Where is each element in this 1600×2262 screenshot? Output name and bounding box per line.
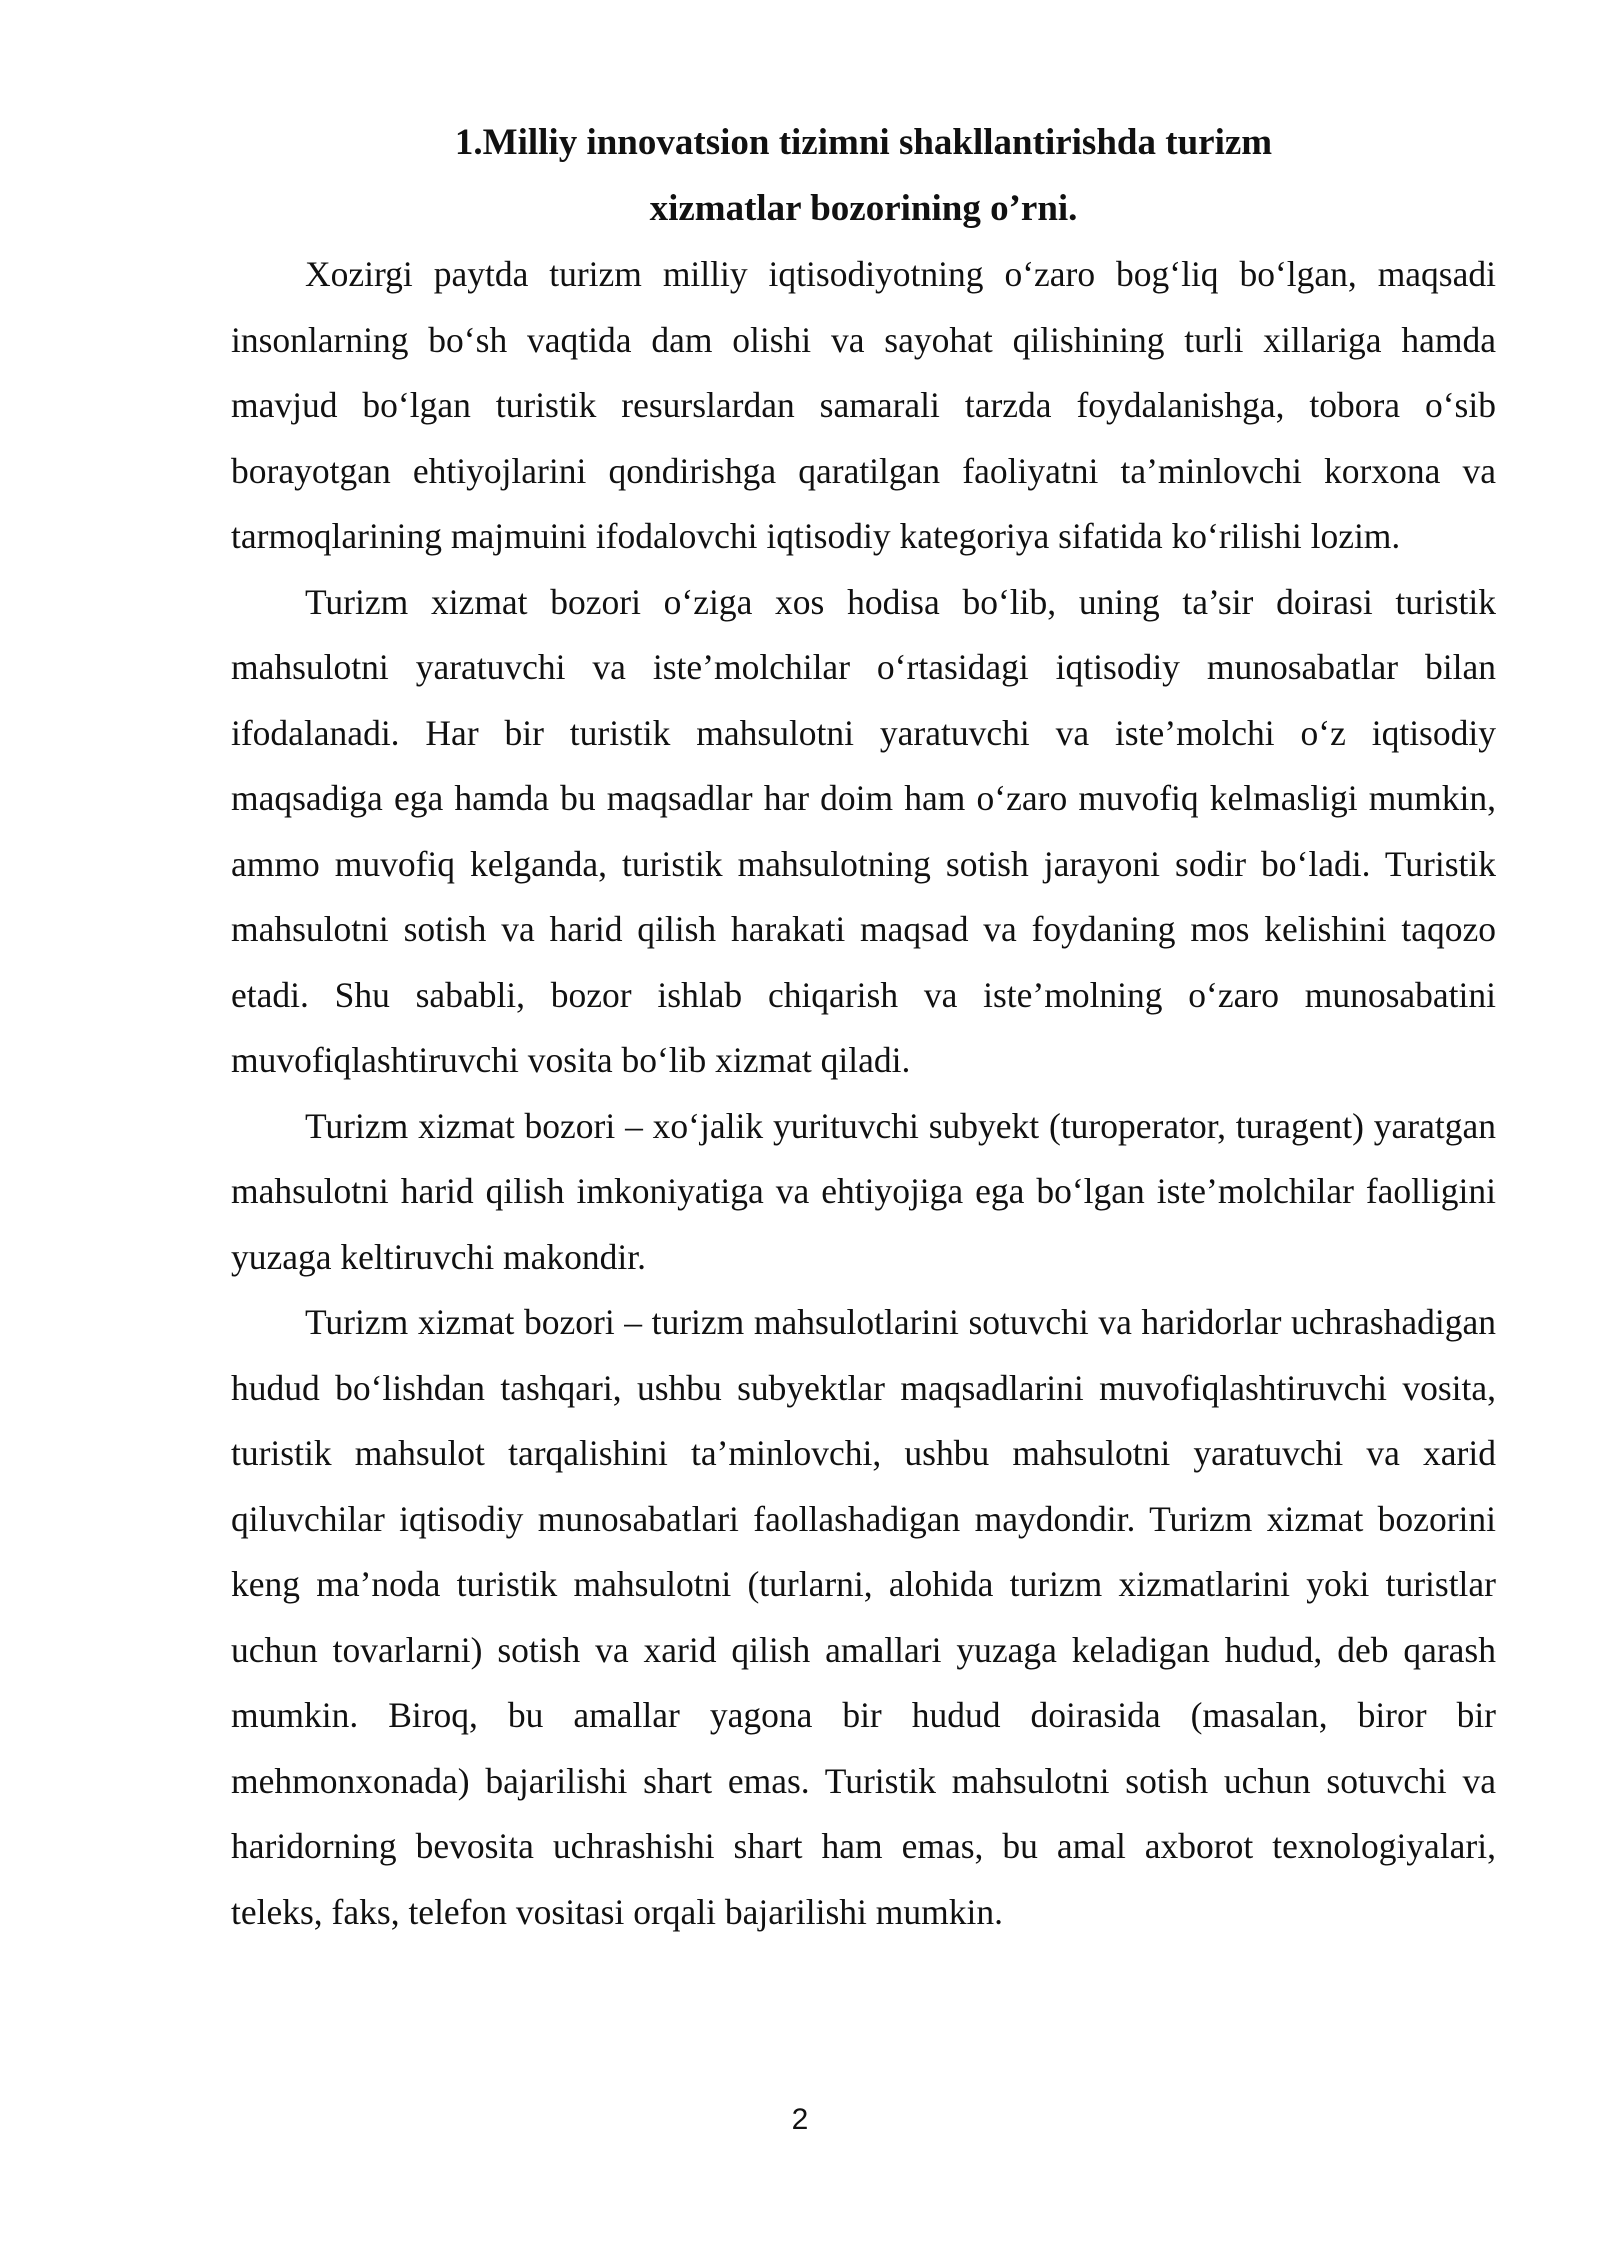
page-content [231, 110, 1496, 1945]
paragraph-1: Xozirgi paytda turizm milliy iqtisodiyotning o‘zaro bog‘liq bo‘lgan, maqsadi insonlarning bo‘sh vaqtida dam olishi va sayohat qilishining turli xillariga hamda mavjud bo‘lgan turistik resurslardan samarali tarzda foydalanishga, tobora o‘sib borayotgan ehtiyojlarini qondirishga qaratilgan faoliyatni ta’minlovchi korxona va tarmoqlarining majmuini ifodalovchi iqtisodiy kategoriya sifatida ko‘rilishi lozim. [231, 254, 1496, 556]
section-title [231, 110, 1496, 242]
paragraph-2: Turizm xizmat bozori o‘ziga xos hodisa bo‘lib, uning ta’sir doirasi turistik mahsulotni yaratuvchi va iste’molchilar o‘rtasidagi iqtisodiy munosabatlar bilan ifodalanadi. Har bir turistik mahsulotni yaratuvchi va iste’molchi o‘z iqtisodiy maqsadiga ega hamda bu maqsadlar har doim ham o‘zaro muvofiq kelmasligi mumkin, ammo muvofiq kelganda, turistik mahsulotning sotish jarayoni sodir bo‘ladi. Turistik mahsulotni sotish va harid qilish harakati maqsad va foydaning mos kelishini taqozo etadi. Shu sababli, bozor ishlab chiqarish va iste’molning o‘zaro munosabatini muvofiqlashtiruvchi vosita bo‘lib xizmat qiladi. [231, 581, 1496, 1080]
paragraph-3: Turizm xizmat bozori – xo‘jalik yurituvchi subyekt (turoperator, turagent) yaratgan mahsulotni harid qilish imkoniyatiga va ehtiyojiga ega bo‘lgan iste’molchilar faolligini yuzaga keltiruvchi makondir. [231, 1105, 1496, 1277]
paragraph-4: Turizm xizmat bozori – turizm mahsulotlarini sotuvchi va haridorlar uchrashadigan hudud bo‘lishdan tashqari, ushbu subyektlar maqsadlarini muvofiqlashtiruvchi vosita, turistik mahsulot tarqalishini ta’minlovchi, ushbu mahsulotni yaratuvchi va xarid qiluvchilar iqtisodiy munosabatlari faollashadigan maydondir. Turizm xizmat bozorini keng ma’noda turistik mahsulotni (turlarni, alohida turizm xizmatlarini yoki turistlar uchun tovarlarni) sotish va xarid qilish amallari yuzaga keladigan hudud, deb qarash mumkin. Biroq, bu amallar yagona bir hudud doirasida (masalan, biror bir mehmonxonada) bajarilishi shart emas. Turistik mahsulotni sotish uchun sotuvchi va haridorning bevosita uchrashishi shart ham emas, bu amal axborot texnologiyalari, teleks, faks, telefon vositasi orqali bajarilishi mumkin. [231, 1302, 1496, 1932]
section-title-line-1: 1.Milliy innovatsion tizimni shakllantirishda turizm [454, 122, 1273, 163]
page-number: 2 [791, 2103, 809, 2136]
section-title-line-2: xizmatlar bozorining o’rni. [649, 188, 1078, 229]
